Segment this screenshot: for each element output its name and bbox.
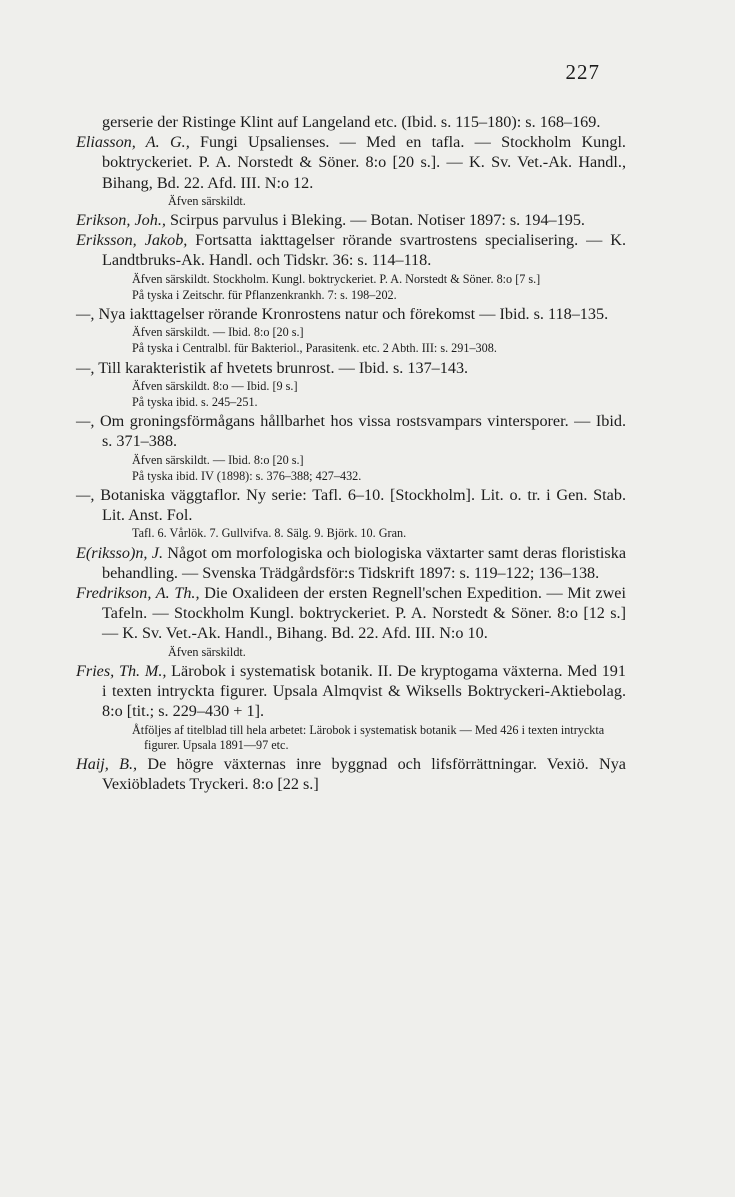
entry-author: Fredrikson, A. Th., [76, 584, 200, 603]
entry-text: Botaniska väggtaflor. Ny serie: Tafl. 6–10. [Stockholm]. Lit. o. tr. i Gen. Stab. Lit. Anst. Fol. [94, 486, 626, 525]
entry-author: E(riksso)n, J. [76, 543, 164, 562]
bibliography-entry [76, 485, 626, 525]
bibliography-entry [76, 210, 626, 230]
bibliography-entry [76, 358, 626, 378]
entry-author: —, [76, 412, 95, 431]
entry-author: Haij, B., [76, 754, 138, 773]
entry-author: —, [76, 358, 95, 377]
bibliography-entry [76, 411, 626, 451]
bibliography-entry [76, 230, 626, 270]
entry-note: Äfven särskildt. [168, 644, 246, 659]
entry-note: Äfven särskildt. Stockholm. Kungl. boktryckeriet. P. A. Norstedt & Söner. 8:o [7 s.] [132, 271, 541, 286]
entry-note: Äfven särskildt. — Ibid. 8:o [20 s.] [132, 325, 304, 340]
entry-author: Eriksson, Jakob, [76, 231, 188, 250]
entry-author: Fries, Th. M., [76, 661, 167, 680]
entry-author: Erikson, Joh., [76, 211, 166, 230]
bibliography-entry [76, 754, 626, 794]
bibliography-entry [76, 583, 626, 644]
entry-note: Äfven särskildt. [168, 193, 246, 208]
bibliography-list [76, 112, 626, 794]
page-number: 227 [565, 60, 600, 84]
entry-note: På tyska i Zeitschr. für Pflanzenkrankh. 7: s. 198–202. [132, 287, 397, 302]
entry-note: Tafl. 6. Vårlök. 7. Gullvifva. 8. Sälg. 9. Björk. 10. Gran. [132, 526, 407, 541]
entry-note: På tyska ibid. s. 245–251. [132, 395, 258, 410]
entry-note: Åtföljes af titelblad till hela arbetet: Lärobok i systematisk botanik — Med 426 i texten intryckta figurer. Upsala 1891—97 etc. [132, 722, 605, 752]
entry-note: Äfven särskildt. 8:o — Ibid. [9 s.] [132, 378, 298, 393]
entry-author: Eliasson, A. G., [76, 133, 190, 152]
entry-text: Die Oxalideen der ersten Regnell'schen Expedition. — Mit zwei Tafeln. — Stockholm Kungl. boktryckeriet. P. A. Norstedt & Söner. 8:o [12 s.] — K. Sv. Vet.-Ak. Handl., Bihang. Bd. 22. Afd. III. N:o 10. [102, 584, 626, 643]
bibliography-entry [76, 304, 626, 324]
entry-text: Något om morfologiska och biologiska växtarter samt deras floristiska behandling. — Svenska Trädgårdsför:s Tidskrift 1897: s. 119–122; 136–138. [102, 543, 626, 582]
entry-text: Till karakteristik af hvetets brunrost. — Ibid. s. 137–143. [94, 358, 469, 377]
entry-note: På tyska ibid. IV (1898): s. 376–388; 427–432. [132, 468, 362, 483]
entry-text: gerserie der Ristinge Klint auf Langeland etc. (Ibid. s. 115–180): s. 168–169. [102, 113, 601, 131]
entry-text: Fortsatta iakttagelser rörande svartrostens specialisering. — K. Landtbruks-Ak. Handl. och Tidskr. 36: s. 114–118. [102, 231, 627, 270]
entry-text: Nya iakttagelser rörande Kronrostens natur och förekomst — Ibid. s. 118–135. [94, 305, 609, 324]
entry-author: —, [76, 486, 95, 505]
entry-text: Om groningsförmågans hållbarhet hos vissa rostsvampars vintersporer. — Ibid. s. 371–388. [94, 412, 626, 451]
entry-text: Lärobok i systematisk botanik. II. De kryptogama växterna. Med 191 i texten intryckta figurer. Upsala Almqvist & Wiksells Boktryckeri-Aktiebolag. 8:o [tit.; s. 229–430 + 1]. [102, 661, 626, 721]
entry-text: Scirpus parvulus i Bleking. — Botan. Notiser 1897: s. 194–195. [165, 211, 585, 230]
entry-note: På tyska i Centralbl. für Bakteriol., Parasitenk. etc. 2 Abth. III: s. 291–308. [132, 341, 497, 356]
bibliography-entry [76, 661, 626, 722]
entry-text: De högre växternas inre byggnad och lifsförrättningar. Vexiö. Nya Vexiöbladets Tryckeri. 8:o [22 s.] [102, 754, 626, 794]
bibliography-entry [76, 543, 626, 583]
bibliography-entry [76, 132, 626, 193]
bibliography-entry [76, 112, 626, 132]
entry-note: Äfven särskildt. — Ibid. 8:o [20 s.] [132, 452, 304, 467]
entry-text: Fungi Upsalienses. — Med en tafla. — Stockholm Kungl. boktryckeriet. P. A. Norstedt & Söner. 8:o [20 s.]. — K. Sv. Vet.-Ak. Handl., Bihang, Bd. 22. Afd. III. N:o 12. [102, 133, 626, 192]
entry-author: —, [76, 305, 95, 324]
